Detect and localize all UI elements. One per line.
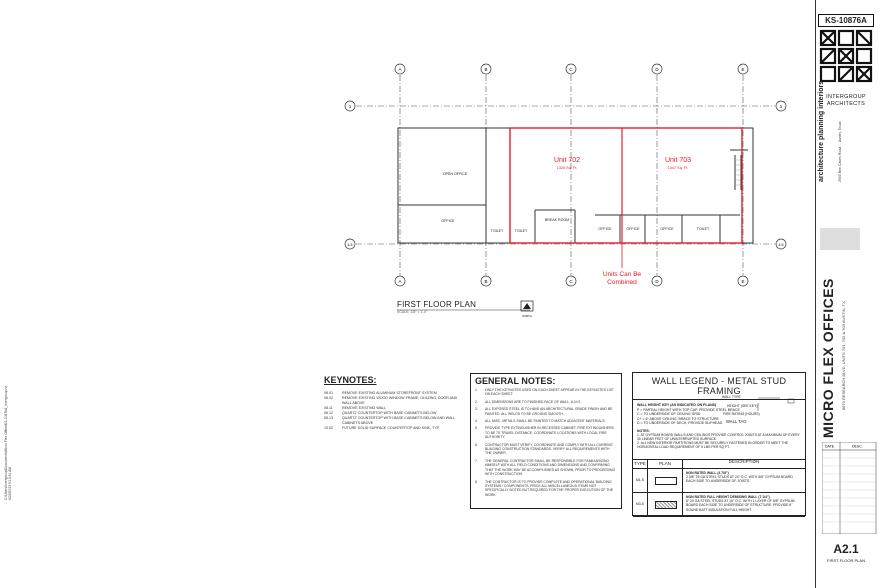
grid-label-1-right: 1 [779, 104, 783, 109]
general-notes-block [470, 373, 622, 509]
wall-type-code: M3-S [633, 493, 648, 516]
units-outline [510, 128, 742, 243]
wall-legend-title: WALL LEGEND - METAL STUD FRAMING [633, 373, 805, 400]
grid-label-e-top: E [741, 67, 745, 72]
title-block-border [815, 0, 816, 588]
wall-height-key-title: WALL HEIGHT KEY (AS INDICATED ON PLANS) [637, 403, 717, 407]
grid-label-b-bottom: B [484, 279, 488, 284]
fire-label: FIRE RATING (HOURS) [723, 412, 760, 416]
firm-logo-icon [819, 29, 873, 83]
copyright-block [820, 228, 860, 256]
wall-type-desc: 2 5/8" 25 GA STEEL STUDS AT 24" O.C. WITH 5/8" GYPSUM BOARD EACH SIDE TO UNDERSIDE OF JOISTS. [686, 475, 793, 484]
grid-label-a-top: A [398, 67, 402, 72]
grid-label-c-bottom: C [569, 279, 573, 284]
north-arrow-icon [521, 301, 533, 318]
general-note-item: 8. THE CONTRACTOR IS TO PROVIDE COMPLETE AND OPERATIONAL BUILDING SYSTEMS / COMPONENTS. PRICE ALL MISCELLANEOUS ITEMS NOT SPECIFICALLY NOTED BUT REQUIRED FOR THE PROPER EXECUTION OF THE WORK. [475, 479, 613, 497]
keynote-item: 08.12 QUARTZ COUNTERTOP WITH BASE CABINETS BELOW [324, 411, 437, 415]
walls [398, 128, 753, 243]
room-toilet-c: TOILET [696, 227, 710, 231]
unit-703-name: Unit 703 [664, 157, 692, 164]
gridlines [356, 75, 775, 275]
grid-bubbles-top [395, 64, 748, 74]
general-note-item: 5. PROVIDE TYPE EXTINGUISHER IN RECESSED CABINET. FIRE EXTINGUISHERS TO BE 75' TRAVEL DISTANCE, COORDINATE LOCATIONS WITH LOCAL FIRE AUTHORITY. [475, 426, 614, 440]
col-type: TYPE [633, 460, 648, 468]
grid-label-45-right: 4.5 [778, 243, 784, 247]
general-note-item: 7. THE GENERAL CONTRACTOR SHALL BE RESPONSIBLE FOR FAMILIARIZING HIMSELF WITH ALL FIELD CONDITIONS AND DIMENSIONS AND CONFIRMING THAT THE WORK MAY BE ACCOMPLISHED AS SHOWN, PRIOR TO PROCEEDING WITH CONSTRUCTION. [475, 458, 616, 477]
grid-label-b-top: B [484, 67, 488, 72]
firm-name-line2: ARCHITECTS [826, 101, 866, 107]
general-note-item: 4. ALL MISC. METALS SHALL BE PAINTED TO MATCH ADJACENT MATERIALS. [475, 419, 606, 424]
wall-type-label: WALL TYPE [722, 395, 741, 399]
room-break-room: BREAK ROOM [544, 218, 570, 222]
firm-services: architecture planning interiors [818, 80, 825, 182]
general-note-item: 1. ONLY THE KEYNOTES USED ON EACH SHEET APPEAR IN THE KEYNOTES LIST ON EACH SHEET. [475, 388, 614, 397]
room-office-2: OFFICE [626, 227, 640, 231]
unit-702-name: Unit 702 [553, 157, 581, 164]
wall-type-code: M1-S [633, 469, 648, 492]
keynote-item: 08.01 REMOVE EXISTING ALUMINUM STOREFRONT SYSTEM [324, 391, 437, 395]
firm-name-line1: INTERGROUP [826, 94, 866, 100]
wall-legend-block [632, 372, 806, 516]
room-open-office-left: OPEN OFFICE [442, 172, 468, 176]
general-note-item: 2. ALL DIMENSIONS ARE TO FINISHED FACE OF WALL, U.N.O. [475, 399, 582, 404]
project-address: 8870 RESEARCH BLVD, UNITS 701, 702 & 703 AUSTIN, TX [841, 301, 846, 410]
grid-label-e-bottom: E [741, 279, 745, 284]
units-highlight [510, 128, 745, 286]
north-label: NORTH [522, 315, 532, 318]
wall-legend-note: 2. ALL NEW INTERIOR PARTITIONS MUST BE SECURELY FASTENED IN ORDER TO MEET THE HORIZONTAL LOAD REQUIREMENT OF 5 LBS PER SQ FT. [637, 441, 789, 450]
wall-height-key-line: C+ = 6" ABOVE CEILING, BRACE TO STRUCTURE [637, 416, 719, 421]
grid-label-c-top: C [569, 67, 573, 72]
grid-label-d-bottom: D [655, 279, 659, 284]
grid-bubbles-bottom [395, 276, 748, 286]
keynote-item: 08.13 QUARTZ COUNTERTOP WITH BASE CABINETS BELOW AND WALL CABINETS ABOVE [324, 416, 456, 425]
room-office-3: OFFICE [660, 227, 674, 231]
room-office-left: OFFICE [441, 219, 455, 223]
revision-desc-label: DESC. [852, 444, 863, 449]
wall-type-desc: 6" 20 GA STEEL STUDS AT 16" O.C. WITH 1 LAYER OF 5/8" GYPSUM BOARD EACH SIDE TO UNDERSIDE OF STRUCTURE. PROVIDE 6" SOUND BATT INSULATION FULL HEIGHT. [686, 499, 795, 512]
height-label: HEIGHT (SEE KEY) [727, 404, 758, 408]
file-path: C:\Users\Intergroup\Documents\Micro Flex Office\KS-10876A_Intergroup.rvt 6/22/2023 9:13:51 AM [4, 385, 12, 500]
plan-title: FIRST FLOOR PLAN [397, 300, 477, 309]
wall-type-row [633, 493, 805, 517]
col-plan: PLAN [648, 460, 683, 468]
wall-height-key-line: P = PARTIAL HEIGHT WITH TOP CAP. PROVIDE STEEL BRACE [637, 407, 740, 412]
wall-height-key-line: C = TO UNDERSIDE OF CEILING GRID [637, 412, 701, 416]
plan-scale: SCALE: 1/8" = 1'-0" [397, 310, 428, 314]
general-note-item: 3. ALL EXPOSED STEEL IS TO HAVE AN ARCHITECTURAL GRADE FINISH AND BE PAINTED. ALL WELDS TO BE GROUND SMOOTH. [475, 407, 613, 416]
wall-type-title: NON RATED WALL (4 7/8") [686, 471, 729, 475]
keynotes-title: KEYNOTES: [324, 375, 377, 385]
revision-table [822, 442, 878, 534]
wall-height-key-line: D = TO UNDERSIDE OF DECK, PROVIDE SLIPHEAD [637, 421, 723, 425]
unit-702-area: 1325 Sq. Ft. [556, 166, 578, 170]
wall-type-row [633, 469, 805, 493]
keynote-item: 10.02 FUTURE SOLID SURFACE COUNTERTOP AND SINK, TYP. [324, 426, 440, 430]
general-note-item: 6. CONTRACTOR MUST VERIFY, COORDINATE AND COMPLY WITH ALL CURRENT BUILDING CONSTRUCTION STANDARDS. VERIFY ALL REQUIREMENTS WITH THE OWNER. [475, 442, 613, 456]
stairs [735, 160, 741, 185]
annotation-line2: Combined [607, 279, 637, 286]
grid-label-a-bottom: A [398, 279, 402, 284]
general-notes-title: GENERAL NOTES: [475, 376, 556, 386]
wall-legend-notes-title: NOTES: [637, 428, 650, 433]
grid-label-1-left: 1 [348, 104, 352, 109]
room-toilet-b: TOILET [514, 229, 528, 233]
keynote-item: 08.02 REMOVE EXISTING WOOD WINDOW FRAME, GLAZING, DOOR AND WALL ABOVE [324, 396, 458, 405]
room-toilet-a: TOILET [490, 229, 504, 233]
wall-tag-label: WALL TAG [726, 419, 747, 424]
wall-legend-note: 1. AT GYPSUM BOARD WALLS AND CEILINGS PROVIDE CONTROL JOINTS AT A MAXIMUM OF EVERY 30 LINEAR FEET OF UNINTERRUPTED SURFACE. [637, 432, 800, 441]
wall-types-header [633, 460, 805, 469]
wall-legend-notes [633, 429, 805, 450]
grid-label-45-left: 4.5 [347, 243, 353, 247]
keynotes-block [324, 375, 460, 431]
unit-703-area: 1347 Sq. Ft. [667, 166, 689, 170]
wall-types-table [633, 459, 805, 517]
room-office-1: OFFICE [598, 227, 612, 231]
room-tags [441, 172, 710, 233]
revision-date-label: DATE [825, 444, 835, 449]
sheet-title: FIRST FLOOR PLAN [827, 558, 865, 563]
keynotes-list [324, 391, 460, 431]
wall-type-title: NON RATED FULL HEIGHT DEMISING WALL (7 1/4") [686, 495, 770, 499]
keynote-item: 08.11 REMOVE EXISTING WALL [324, 406, 386, 410]
sheet-number: A2.1 [833, 542, 859, 556]
project-title: MICRO FLEX OFFICES [820, 278, 836, 438]
firm-address: 2600 Bee Caves Road ... Austin, Texas [838, 121, 842, 182]
col-description: DESCRIPTION [728, 459, 760, 464]
wall-type-swatch [648, 493, 683, 516]
annotation-line1: Units Can Be [602, 271, 642, 278]
wall-type-swatch [648, 469, 683, 492]
grid-label-d-top: D [655, 67, 659, 72]
general-notes-list [471, 388, 621, 497]
sheet-id: KS-10876A [818, 14, 874, 27]
